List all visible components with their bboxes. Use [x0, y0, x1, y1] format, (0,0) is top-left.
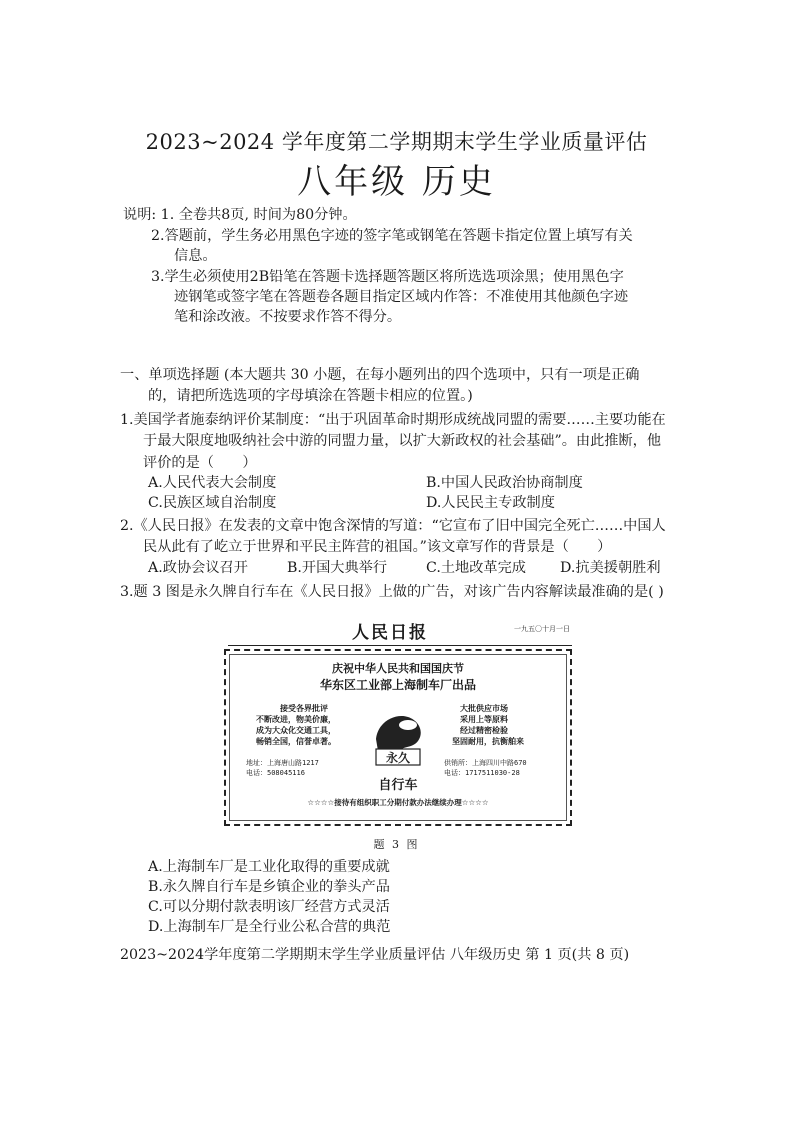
- ad-right-slogan-2: 采用上等原料: [460, 715, 508, 724]
- question-3-option-a[interactable]: A.上海制车厂是工业化取得的重要成就: [148, 859, 390, 875]
- question-1-option-d[interactable]: D.人民民主专政制度: [426, 495, 555, 511]
- instruction-1: 说明: 1. 全卷共8页, 时间为80分钟。: [123, 207, 357, 223]
- question-2-stem-cont: 民从此有了屹立于世界和平民主阵营的祖国。”该文章写作的背景是（ ）: [143, 539, 612, 555]
- ad-left-slogan-4: 畅销全国，信誉卓著。: [256, 737, 336, 746]
- subject-title: 八年级 历史: [297, 162, 496, 202]
- ad-footer-note: ☆☆☆☆接待有组织职工分期付款办法继续办理☆☆☆☆: [307, 798, 489, 807]
- ad-headline-2: 华东区工业部上海制车厂出品: [319, 678, 476, 692]
- newspaper-ad-figure: [224, 618, 576, 834]
- section-heading: 一、单项选择题 (本大题共 30 小题，在每小题列出的四个选项中，只有一项是正确: [120, 367, 640, 383]
- masthead-rule: [228, 645, 572, 646]
- question-2-option-a[interactable]: A.政协会议召开: [148, 560, 248, 576]
- question-1-option-b[interactable]: B.中国人民政治协商制度: [426, 475, 583, 491]
- question-1-option-c[interactable]: C.民族区域自治制度: [148, 495, 277, 511]
- ad-product-name: 自行车: [378, 778, 418, 793]
- question-3-stem: 3.题 3 图是永久牌自行车在《人民日报》上做的广告，对该广告内容解读最准确的是( ): [120, 584, 664, 600]
- question-1-stem-end: 评价的是（ ）: [143, 455, 257, 471]
- question-1-stem: 1.美国学者施泰纳评价某制度：“出于巩固革命时期形成统战同盟的需要……主要功能在: [120, 412, 666, 428]
- question-2-option-b[interactable]: B.开国大典举行: [287, 560, 388, 576]
- question-1-option-a[interactable]: A.人民代表大会制度: [148, 475, 277, 491]
- ad-headline-1: 庆祝中华人民共和国国庆节: [332, 662, 464, 675]
- question-3-option-d[interactable]: D.上海制车厂是全行业公私合营的典范: [148, 919, 391, 935]
- figure-caption: 题 3 图: [373, 838, 420, 851]
- question-2-option-d[interactable]: D.抗美援朝胜利: [560, 560, 661, 576]
- instruction-2: 2.答题前，学生务必用黑色字迹的签字笔或钢笔在答题卡指定位置上填写有关: [151, 228, 633, 244]
- yongjiu-logo-icon: [368, 709, 428, 769]
- question-3-option-c[interactable]: C.可以分期付款表明该厂经营方式灵活: [148, 899, 390, 915]
- instruction-3-cont1: 迹钢笔或签字笔在答题卷各题目指定区域内作答：不准使用其他颜色字迹: [174, 289, 629, 305]
- ad-right-slogan-4: 坚固耐用，抗衡舶来: [452, 737, 524, 746]
- instruction-3: 3.学生必须使用2B铅笔在答题卡选择题答题区将所选选项涂黑；使用黑色字: [151, 269, 624, 285]
- ad-left-slogan-2: 不断改进，物美价廉，: [256, 715, 336, 724]
- logo-text: 永久: [385, 751, 411, 765]
- page-footer: 2023~2024学年度第二学期期末学生学业质量评估 八年级历史 第 1 页(共 8 页): [120, 947, 630, 963]
- ad-right-address: 供销所：上海四川中路670: [444, 759, 527, 767]
- question-2-option-c[interactable]: C.土地改革完成: [426, 560, 526, 576]
- instruction-3-cont2: 笔和涂改液。不按要求作答不得分。: [174, 309, 402, 325]
- ad-right-slogan-3: 经过精密检验: [460, 726, 508, 735]
- question-3-option-b[interactable]: B.永久牌自行车是乡镇企业的拳头产品: [148, 879, 390, 895]
- question-2-stem: 2.《人民日报》在发表的文章中饱含深情的写道：“它宣布了旧中国完全死亡……中国人: [120, 518, 666, 534]
- instruction-2-cont: 信息。: [174, 248, 217, 264]
- ad-right-phone: 电话：1717511030-28: [444, 769, 520, 777]
- ad-frame: [224, 649, 572, 826]
- newspaper-masthead: 人民日报: [352, 623, 428, 643]
- exam-title: 2023~2024 学年度第二学期期末学生学业质量评估: [145, 130, 648, 154]
- newspaper-date: 一九五〇十月一日: [514, 625, 570, 633]
- ad-right-slogan-1: 大批供应市场: [460, 704, 508, 713]
- ad-left-slogan-1: 接受各界批评: [280, 704, 328, 713]
- ad-left-phone: 电话：508045116: [246, 769, 305, 777]
- question-1-stem-cont: 于最大限度地吸纳社会中游的同盟力量，以扩大新政权的社会基础”。由此推断，他: [143, 433, 662, 449]
- ad-left-address: 地址：上海唐山路1217: [246, 759, 319, 767]
- ad-left-slogan-3: 成为大众化交通工具，: [256, 726, 336, 735]
- section-heading-cont: 的，请把所选选项的字母填涂在答题卡相应的位置。): [148, 388, 473, 404]
